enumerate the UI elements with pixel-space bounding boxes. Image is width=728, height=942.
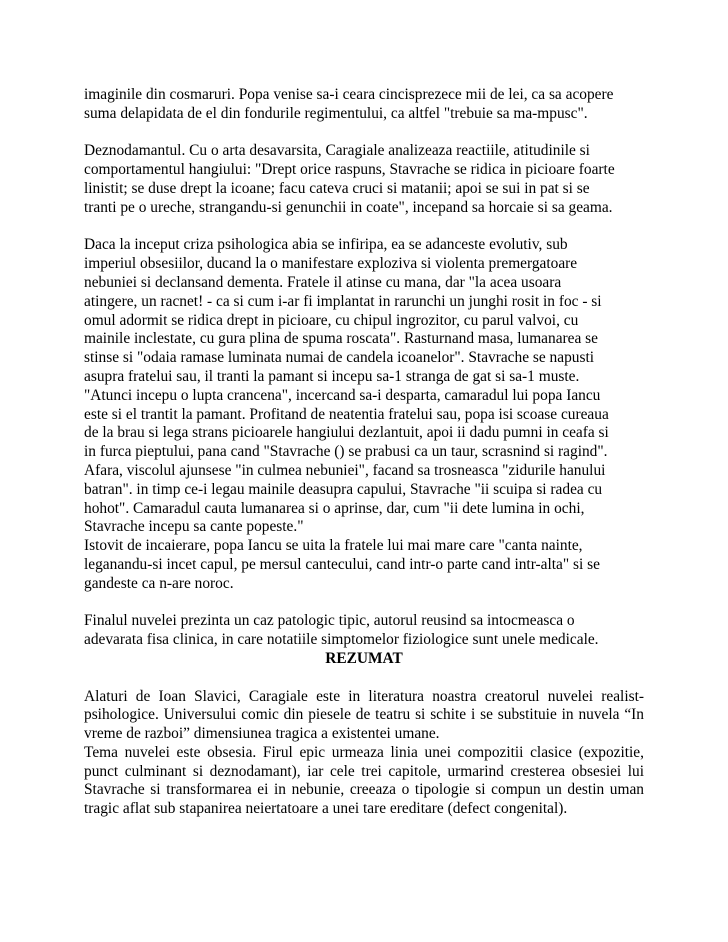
text-line: de la brau si lega strans picioarele hangiului dezlantuit, apoi ii dadu pumni in ceafa si (84, 424, 609, 442)
text-line: nebuniei si declansand dementa. Fratele il atinse cu mana, dar "la acea usoara (84, 273, 562, 291)
text-line: in furca pieptului, pana cand "Stavrache () se prabusi ca un taur, scrasnind si ragind". (84, 443, 608, 461)
text-line: tranti pe o ureche, strangandu-si genunchii in coate", incepand sa horcaie si sa geama. (84, 198, 613, 216)
text-line: Deznodamantul. Cu o arta desavarsita, Caragiale analizeaza reactiile, atitudinile si (84, 142, 590, 160)
text-line: omul adormit se ridica drept in picioare, cu chipul ingrozitor, cu parul valvoi, cu (84, 311, 579, 329)
text-line: mainile inclestate, cu gura plina de spuma roscata". Rasturnand masa, lumanarea se (84, 330, 598, 348)
text-line: batran". in timp ce-i legau mainile deasupra capului, Stavrache "ii scuipa si radea cu (84, 480, 603, 498)
document-page (84, 86, 644, 819)
text-line: imperiul obsesiilor, ducand la o manifestare exploziva si violenta premergatoare (84, 255, 578, 273)
text-line: atingere, un racnet! - ca si cum i-ar fi implantat in rarunchi un junghi rosit in foc - si (84, 292, 602, 310)
text-line: imaginile din cosmaruri. Popa venise sa-i ceara cincisprezece mii de lei, ca sa acopere (84, 86, 614, 103)
text-line: linistit; se duse drept la icoane; facu cateva cruci si matanii; apoi se sui in pat si se (84, 179, 590, 197)
text-line: Stavrache incepu sa cante popeste." (84, 518, 304, 536)
text-line: gandeste ca n-are noroc. (84, 574, 234, 592)
text-line: "Atunci incepu o lupta crancena", incercand sa-i desparta, camaradul lui popa Iancu (84, 386, 601, 404)
text-line: asupra fratelui sau, il tranti la pamant si incepu sa-1 stranga de gat si sa-1 muste. (84, 367, 580, 385)
text-line: adevarata fisa clinica, in care notatiile simptomelor fiziologice sunt unele medicale. (84, 631, 599, 649)
paragraph-gap (84, 124, 644, 143)
text-line: Finalul nuvelei prezinta un caz patologic tipic, autorul reusind sa intocmeasca o (84, 612, 575, 630)
text-line: Afara, viscolul ajunsese "in culmea nebuniei", facand sa trosneasca "zidurile hanului (84, 461, 606, 479)
text-line: suma delapidata de el din fondurile regimentului, ca altfel "trebuie sa ma-mpusc". (84, 104, 588, 122)
text-line: Daca la inceput criza psihologica abia se infiripa, ea se adanceste evolutiv, sub (84, 236, 568, 254)
paragraph-3 (84, 236, 644, 593)
paragraph-2 (84, 142, 644, 217)
paragraph-5: Alaturi de Ioan Slavici, Caragiale este in literatura noastra creatorul nuvelei realist-psihologice. Universului comic din piesele de teatru si schite i se substituie in nuvela “In vreme de razboi” dimensiunea tragica a existentei umane. (84, 687, 644, 743)
paragraph-gap (84, 669, 644, 688)
paragraph-4 (84, 612, 644, 650)
text-line: stinse si "odaia ramase luminata numai de candela icoanelor". Stavrache se napusti (84, 349, 595, 367)
paragraph-gap (84, 218, 644, 237)
text-line: este si el trantit la pamant. Profitand de neatentia fratelui sau, popa isi scoase cureaua (84, 405, 609, 423)
text-line: Istovit de incaierare, popa Iancu se uita la fratele lui mai mare care "canta nainte, (84, 537, 583, 555)
section-heading: REZUMAT (325, 649, 403, 667)
text-line: comportamentul hangiului: "Drept orice raspuns, Stavrache se ridica in picioare foarte (84, 161, 615, 179)
text-line: leganandu-si incet capul, pe mersul cantecului, cand intr-o parte cand intr-alta" si se (84, 555, 600, 573)
text-line: hohot". Camaradul cauta lumanarea si o aprinse, dar, cum "ii dete lumina in ochi, (84, 499, 585, 517)
paragraph-1 (84, 86, 644, 124)
paragraph-gap (84, 594, 644, 613)
paragraph-6: Tema nuvelei este obsesia. Firul epic urmeaza linia unei compozitii clasice (expozitie, punct culminant si deznodamant), iar cele trei capitole, urmarind cresterea obsesiei lui Stavrache si transformarea ei in nebunie, creeaza o tipologie si compun un destin uman tragic aflat sub stapanirea neiertatoare a unei tare ereditare (defect congenital). (84, 743, 644, 818)
